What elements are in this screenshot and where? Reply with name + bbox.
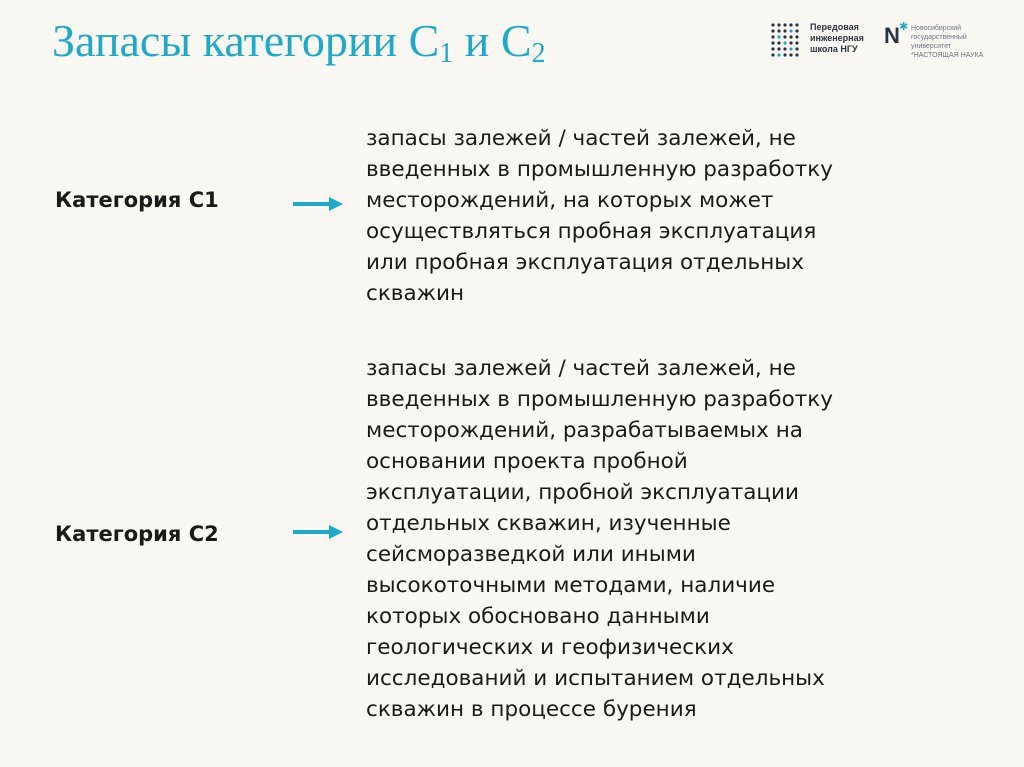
category-c1-description xyxy=(366,123,986,309)
description-line: сейсморазведкой или иными xyxy=(366,542,696,567)
description-line: запасы залежей / частей залежей, не xyxy=(366,356,796,381)
nsu-logo-text xyxy=(911,24,1011,60)
school-logo-line: школа НГУ xyxy=(810,44,858,54)
header-logos xyxy=(770,20,1010,66)
school-logo-line: Передовая xyxy=(810,22,859,32)
category-c2-description xyxy=(366,353,986,725)
category-c2-label: Категория С2 xyxy=(55,522,219,546)
description-line: или пробная эксплуатация отдельных xyxy=(366,250,804,275)
description-line: высокоточными методами, наличие xyxy=(366,573,776,598)
right-arrow-icon xyxy=(293,197,343,211)
school-logo-line: инженерная xyxy=(810,33,864,43)
description-line: месторождений, разрабатываемых на xyxy=(366,418,803,443)
star-icon: ✱ xyxy=(899,20,909,33)
description-line: которых обосновано данными xyxy=(366,604,710,629)
description-line: скважин xyxy=(366,281,465,306)
slide-title xyxy=(52,12,546,70)
description-line: геологических и геофизических xyxy=(366,635,734,660)
description-line: исследований и испытанием отдельных xyxy=(366,666,825,691)
nsu-logo-line: *НАСТОЯЩАЯ НАУКА xyxy=(911,52,984,59)
nsu-logo-line: государственный xyxy=(911,34,967,41)
title-text-before: Запасы категории С xyxy=(52,15,440,66)
right-arrow-icon xyxy=(293,525,343,539)
nsu-logo-line: университет xyxy=(911,43,952,50)
description-line: отдельных скважин, изученные xyxy=(366,511,731,536)
category-c1-label: Категория С1 xyxy=(55,188,219,212)
school-logo-text xyxy=(810,22,890,55)
description-line: осуществляться пробная эксплуатация xyxy=(366,219,817,244)
description-line: введенных в промышленную разработку xyxy=(366,157,834,182)
nsu-logo-line: Новосибирский xyxy=(911,25,962,32)
school-dots-logo xyxy=(770,22,804,62)
description-line: введенных в промышленную разработку xyxy=(366,387,834,412)
description-line: месторождений, на которых может xyxy=(366,188,774,213)
description-line: скважин в процессе бурения xyxy=(366,697,697,722)
title-subscript-1: 1 xyxy=(439,38,454,69)
title-subscript-2: 2 xyxy=(531,38,546,69)
description-line: эксплуатации, пробной эксплуатации xyxy=(366,480,799,505)
description-line: основании проекта пробной xyxy=(366,449,688,474)
description-line: запасы залежей / частей залежей, не xyxy=(366,126,796,151)
nsu-logo: N xyxy=(884,23,900,48)
title-conjunction: и С xyxy=(453,15,532,66)
